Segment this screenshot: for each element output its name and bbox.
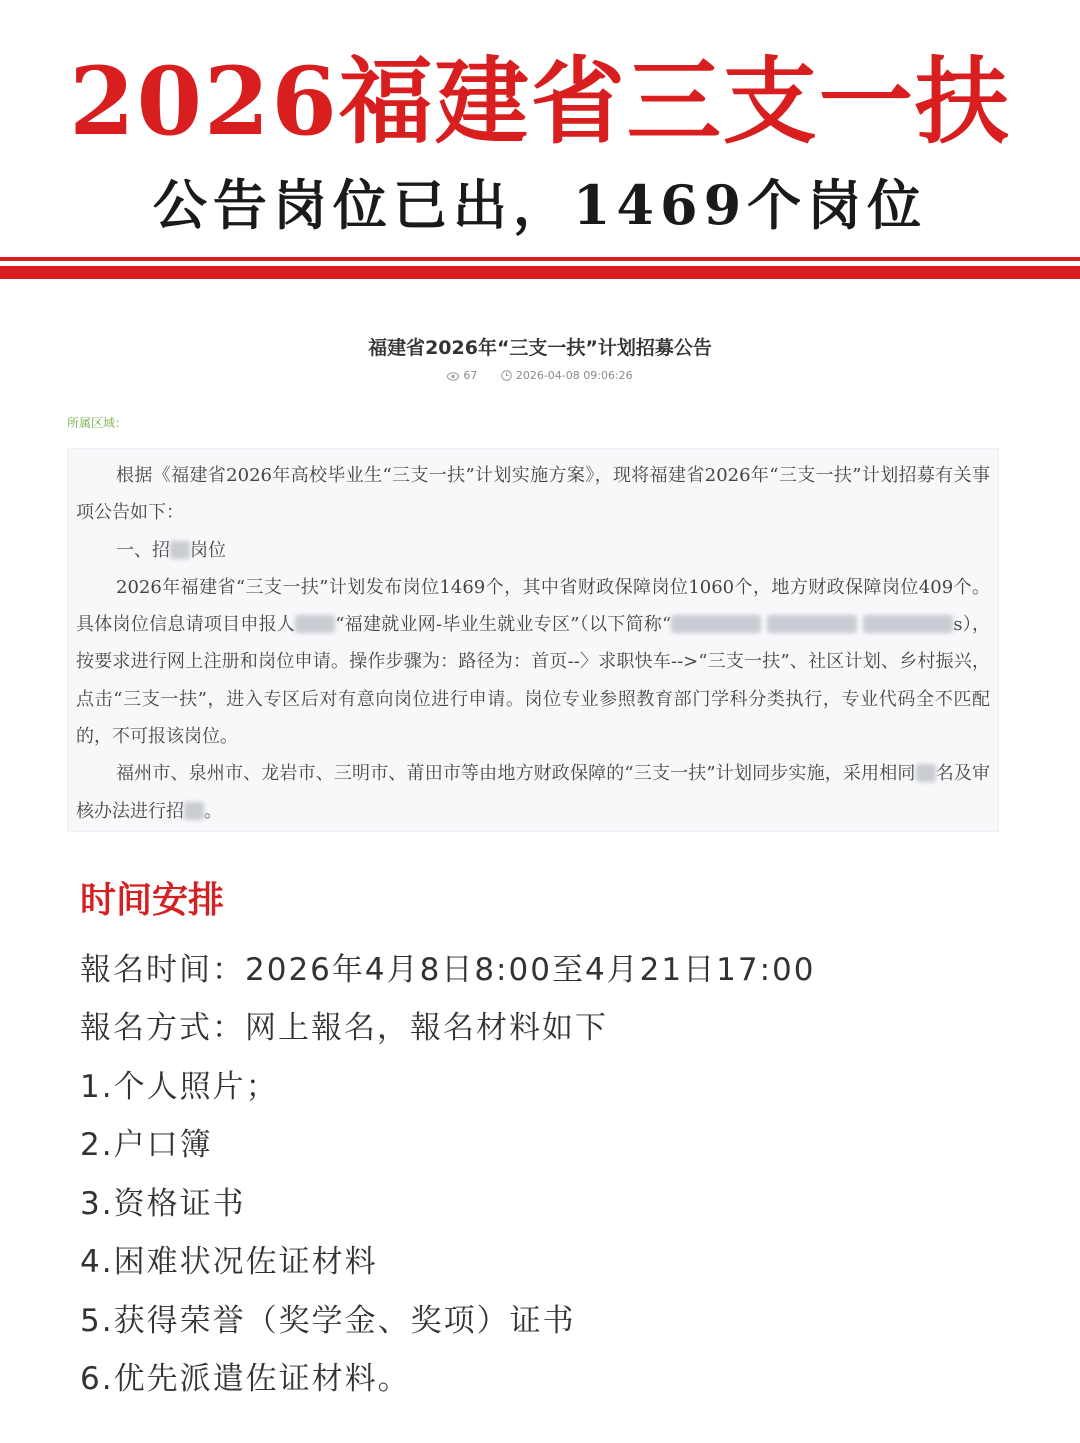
section-one-heading: 一、招 岗位 (116, 539, 226, 561)
clock-icon (501, 370, 512, 381)
redaction (295, 615, 335, 633)
announcement-body (67, 448, 999, 832)
registration-method: 報名方式：网上報名，報名材料如下 (80, 1010, 608, 1046)
divider-thin (0, 257, 1080, 261)
divider-thick (0, 266, 1080, 279)
material-item: 5.获得荣誉（奖学金、奖项）证书 (80, 1303, 576, 1339)
eye-icon (447, 372, 459, 381)
poster-title: 2026福建省三支一扶 (69, 47, 1011, 157)
material-item: 3.资格证书 (80, 1186, 246, 1222)
redaction (170, 541, 190, 559)
views-count: 67 (447, 369, 477, 382)
intro-paragraph: 根据《福建省2026年高校毕业生“三支一扶”计划实施方案》，现将福建省2026年“三支一扶”计划招募有关事项公告如下： (76, 465, 990, 524)
registration-time: 報名时间：2026年4月8日8:00至4月21日17:00 (80, 952, 816, 988)
article-meta (0, 369, 1080, 382)
material-item: 1.个人照片； (80, 1069, 279, 1105)
redaction (767, 615, 857, 633)
publish-datetime: 2026-04-08 09:06:26 (501, 369, 633, 382)
schedule-heading: 时间安排 (80, 880, 225, 921)
positions-paragraph: 2026年福建省“三支一扶”计划发布岗位1469个，其中省财政保障岗位1060个，地方财政保障岗位409个。具体岗位信息请项目申报人 “福建就业网-毕业生就业专区”（以下简称“ s），按要求进行网上注册和岗位申请。操作步骤为：路径为：首页--〉求职快车-->“三支一扶”、社区计划、乡村振兴，点击“三支一扶”，进入专区后对有意向岗位进行申请。岗位专业参照教育部门学科分类执行，专业代码全不匹配的，不可报该岗位。 (76, 576, 991, 748)
material-item: 6.优先派遣佐证材料。 (80, 1361, 411, 1397)
local-plan-paragraph: 福州市、泉州市、龙岩市、三明市、莆田市等由地方财政保障的“三支一扶”计划同步实施，采用相同 名及审核办法进行招 。 (76, 763, 991, 822)
redaction (184, 802, 204, 820)
redaction (863, 615, 953, 633)
material-item: 4.困难状况佐证材料 (80, 1244, 378, 1280)
poster-subtitle: 公告岗位已出，1469个岗位 (152, 173, 928, 237)
region-label: 所属区域： (67, 416, 128, 430)
redaction (916, 764, 936, 782)
material-item: 2.户口簿 (80, 1127, 213, 1163)
article-title: 福建省2026年“三支一扶”计划招募公告 (368, 337, 712, 359)
redaction (671, 615, 761, 633)
